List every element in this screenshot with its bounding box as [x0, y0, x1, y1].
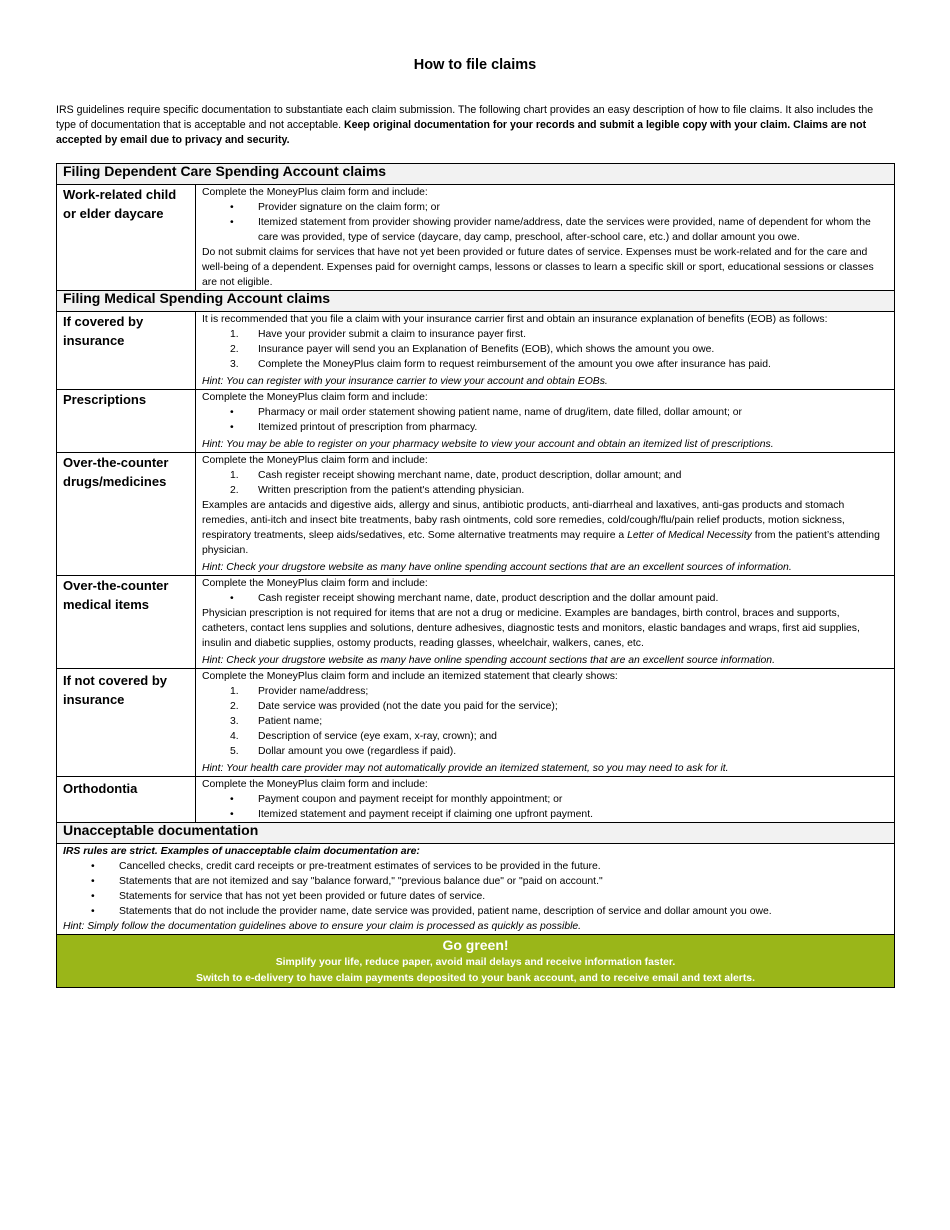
unacceptable-bullet: • Statements that are not itemized and say "balance forward," "previous balance due" or "paid on account."	[63, 874, 888, 889]
content-otc-items	[196, 576, 895, 669]
otc-drugs-examples: Examples are antacids and digestive aids, allergy and sinus, antibiotic products, anti-diarrheal and laxatives, anti-gas products and stomach remedies, anti-itch and insect bite treatments, baby rash ointments, cold sore remedies, cold/cough/flu/pain relief products, motion sickness, respiratory treatments, sleep aids/sedatives, etc. Some alternative treatments may require a Letter of Medical Necessity from the patient’s attending physician.	[202, 500, 880, 556]
not-covered-lead: Complete the MoneyPlus claim form and include an itemized statement that clearly shows:	[202, 671, 618, 682]
orthodontia-lead: Complete the MoneyPlus claim form and include:	[202, 779, 428, 790]
not-covered-hint: Hint: Your health care provider may not automatically provide an itemized statement, so you may need to ask for it.	[202, 763, 729, 774]
content-otc-drugs	[196, 453, 895, 576]
row-otc-drugs	[57, 453, 895, 576]
row-otc-items	[57, 576, 895, 669]
otc-drugs-hint: Hint: Check your drugstore website as many have online spending account sections that are an excellent sources of information.	[202, 562, 792, 573]
unacceptable-bullet: • Cancelled checks, credit card receipts or pre-treatment estimates of services to be provided in the future.	[63, 859, 888, 874]
orthodontia-bullet: • Itemized statement and payment receipt if claiming one upfront payment.	[202, 807, 888, 822]
otc-items-lead: Complete the MoneyPlus claim form and include:	[202, 578, 428, 589]
prescriptions-bullet: • Itemized printout of prescription from pharmacy.	[202, 420, 888, 435]
otc-items-bullet: • Cash register receipt showing merchant name, date, product description and the dollar amount paid.	[202, 591, 888, 606]
unacceptable-bullet: • Statements for service that has not yet been provided or future dates of service.	[63, 889, 888, 904]
daycare-bullet: • Itemized statement from provider showing provider name/address, date the services were provided, name of dependent for whom the care was provided, type of service (daycare, day camp, preschool, after-school care, etc.) and dollar amount you owe.	[202, 215, 888, 245]
orthodontia-bullet: • Payment coupon and payment receipt for monthly appointment; or	[202, 792, 888, 807]
section-row-dependent	[57, 164, 895, 185]
section-row-unacceptable	[57, 823, 895, 844]
row-orthodontia	[57, 777, 895, 823]
otc-drugs-step: 1. Cash register receipt showing merchant name, date, product description, dollar amount; and	[230, 470, 682, 481]
otc-drugs-step: 2. Written prescription from the patient's attending physician.	[230, 485, 525, 496]
prescriptions-hint: Hint: You may be able to register on your pharmacy website to view your account and obtain an itemized list of prescriptions.	[202, 439, 774, 450]
otc-items-note: Physician prescription is not required for items that are not a drug or medicine. Examples are bandages, birth control, braces and supports, catheters, contact lens supplies and solutions, denture adhesives, diagnostic tests and monitors, elastic bandages and wraps, first aid supplies, insulin and diabetic supplies, ostomy products, reading glasses, wheelchair, walkers, canes, etc.	[202, 608, 860, 649]
not-covered-step: 1. Provider name/address;	[230, 686, 369, 697]
row-go-green	[57, 935, 895, 988]
row-daycare	[57, 185, 895, 291]
page-title: How to file claims	[413, 57, 537, 73]
claims-table	[56, 163, 895, 988]
section-heading-dependent: Filing Dependent Care Spending Account claims	[57, 164, 895, 185]
letter-of-medical-necessity: Letter of Medical Necessity	[627, 530, 752, 541]
not-covered-step: 2. Date service was provided (not the date you paid for the service);	[230, 701, 558, 712]
intro-text: IRS guidelines require specific documentation to substantiate each claim submission. The following chart provides an easy description of how to file claims. It also includes the type of documentation that is acceptable and not acceptable.	[56, 104, 874, 132]
label-daycare: Work-related child or elder daycare	[57, 185, 196, 291]
daycare-lead: Complete the MoneyPlus claim form and include:	[202, 187, 428, 198]
covered-lead: It is recommended that you file a claim with your insurance carrier first and obtain an insurance explanation of benefits (EOB) as follows:	[202, 314, 828, 325]
not-covered-step: 3. Patient name;	[230, 716, 323, 727]
content-daycare	[196, 185, 895, 291]
go-green-banner	[57, 935, 895, 988]
content-orthodontia	[196, 777, 895, 823]
label-covered: If covered by insurance	[57, 312, 196, 390]
section-row-medical	[57, 291, 895, 312]
content-not-covered	[196, 669, 895, 777]
covered-step: 2. Insurance payer will send you an Explanation of Benefits (EOB), which shows the amount you owe.	[230, 344, 715, 355]
section-heading-unacceptable: Unacceptable documentation	[57, 823, 895, 844]
row-not-covered	[57, 669, 895, 777]
go-green-line: Switch to e-delivery to have claim payments deposited to your bank account, and to receive email and text alerts.	[196, 973, 755, 984]
prescriptions-lead: Complete the MoneyPlus claim form and include:	[202, 392, 428, 403]
covered-step: 1. Have your provider submit a claim to insurance payer first.	[230, 329, 526, 340]
label-orthodontia: Orthodontia	[57, 777, 196, 823]
label-not-covered: If not covered by insurance	[57, 669, 196, 777]
label-otc-items: Over-the-counter medical items	[57, 576, 196, 669]
daycare-bullet: • Provider signature on the claim form; or	[202, 200, 888, 215]
otc-items-hint: Hint: Check your drugstore website as many have online spending account sections that are an excellent source information.	[202, 655, 775, 666]
daycare-note: Do not submit claims for services that have not yet been provided or future dates of service. Expenses must be work-related and for the care and well-being of a dependent. Expenses paid for overnight camps, lessons or classes to learn a specific skill or sport, educational sessions or classes are not eligible.	[202, 247, 874, 288]
section-heading-medical: Filing Medical Spending Account claims	[57, 291, 895, 312]
label-prescriptions: Prescriptions	[57, 390, 196, 453]
unacceptable-bullet: • Statements that do not include the provider name, date service was provided, patient name, description of service and dollar amount you owe.	[63, 904, 888, 919]
not-covered-step: 4. Description of service (eye exam, x-ray, crown); and	[230, 731, 497, 742]
unacceptable-hint: Hint: Simply follow the documentation guidelines above to ensure your claim is processed as quickly as possible.	[63, 921, 582, 932]
content-prescriptions	[196, 390, 895, 453]
covered-hint: Hint: You can register with your insurance carrier to view your account and obtain EOBs.	[202, 376, 608, 387]
content-unacceptable	[57, 844, 895, 935]
content-covered	[196, 312, 895, 390]
unacceptable-lead: IRS rules are strict. Examples of unacceptable claim documentation are:	[63, 846, 420, 857]
row-unacceptable	[57, 844, 895, 935]
otc-drugs-lead: Complete the MoneyPlus claim form and include:	[202, 455, 428, 466]
go-green-line: Simplify your life, reduce paper, avoid mail delays and receive information faster.	[275, 957, 676, 968]
label-otc-drugs: Over-the-counter drugs/medicines	[57, 453, 196, 576]
prescriptions-bullet: • Pharmacy or mail order statement showing patient name, name of drug/item, date filled, dollar amount; or	[202, 405, 888, 420]
row-prescriptions	[57, 390, 895, 453]
intro-bold-text: Keep original documentation for your records and submit a legible copy with your claim. Claims are not accepted by email due to privacy and security.	[56, 119, 867, 147]
intro-paragraph	[56, 103, 896, 149]
not-covered-step: 5. Dollar amount you owe (regardless if paid).	[230, 746, 457, 757]
covered-step: 3. Complete the MoneyPlus claim form to request reimbursement of the amount you owe after insurance has paid.	[230, 359, 771, 370]
go-green-title: Go green!	[442, 937, 509, 953]
row-covered	[57, 312, 895, 390]
